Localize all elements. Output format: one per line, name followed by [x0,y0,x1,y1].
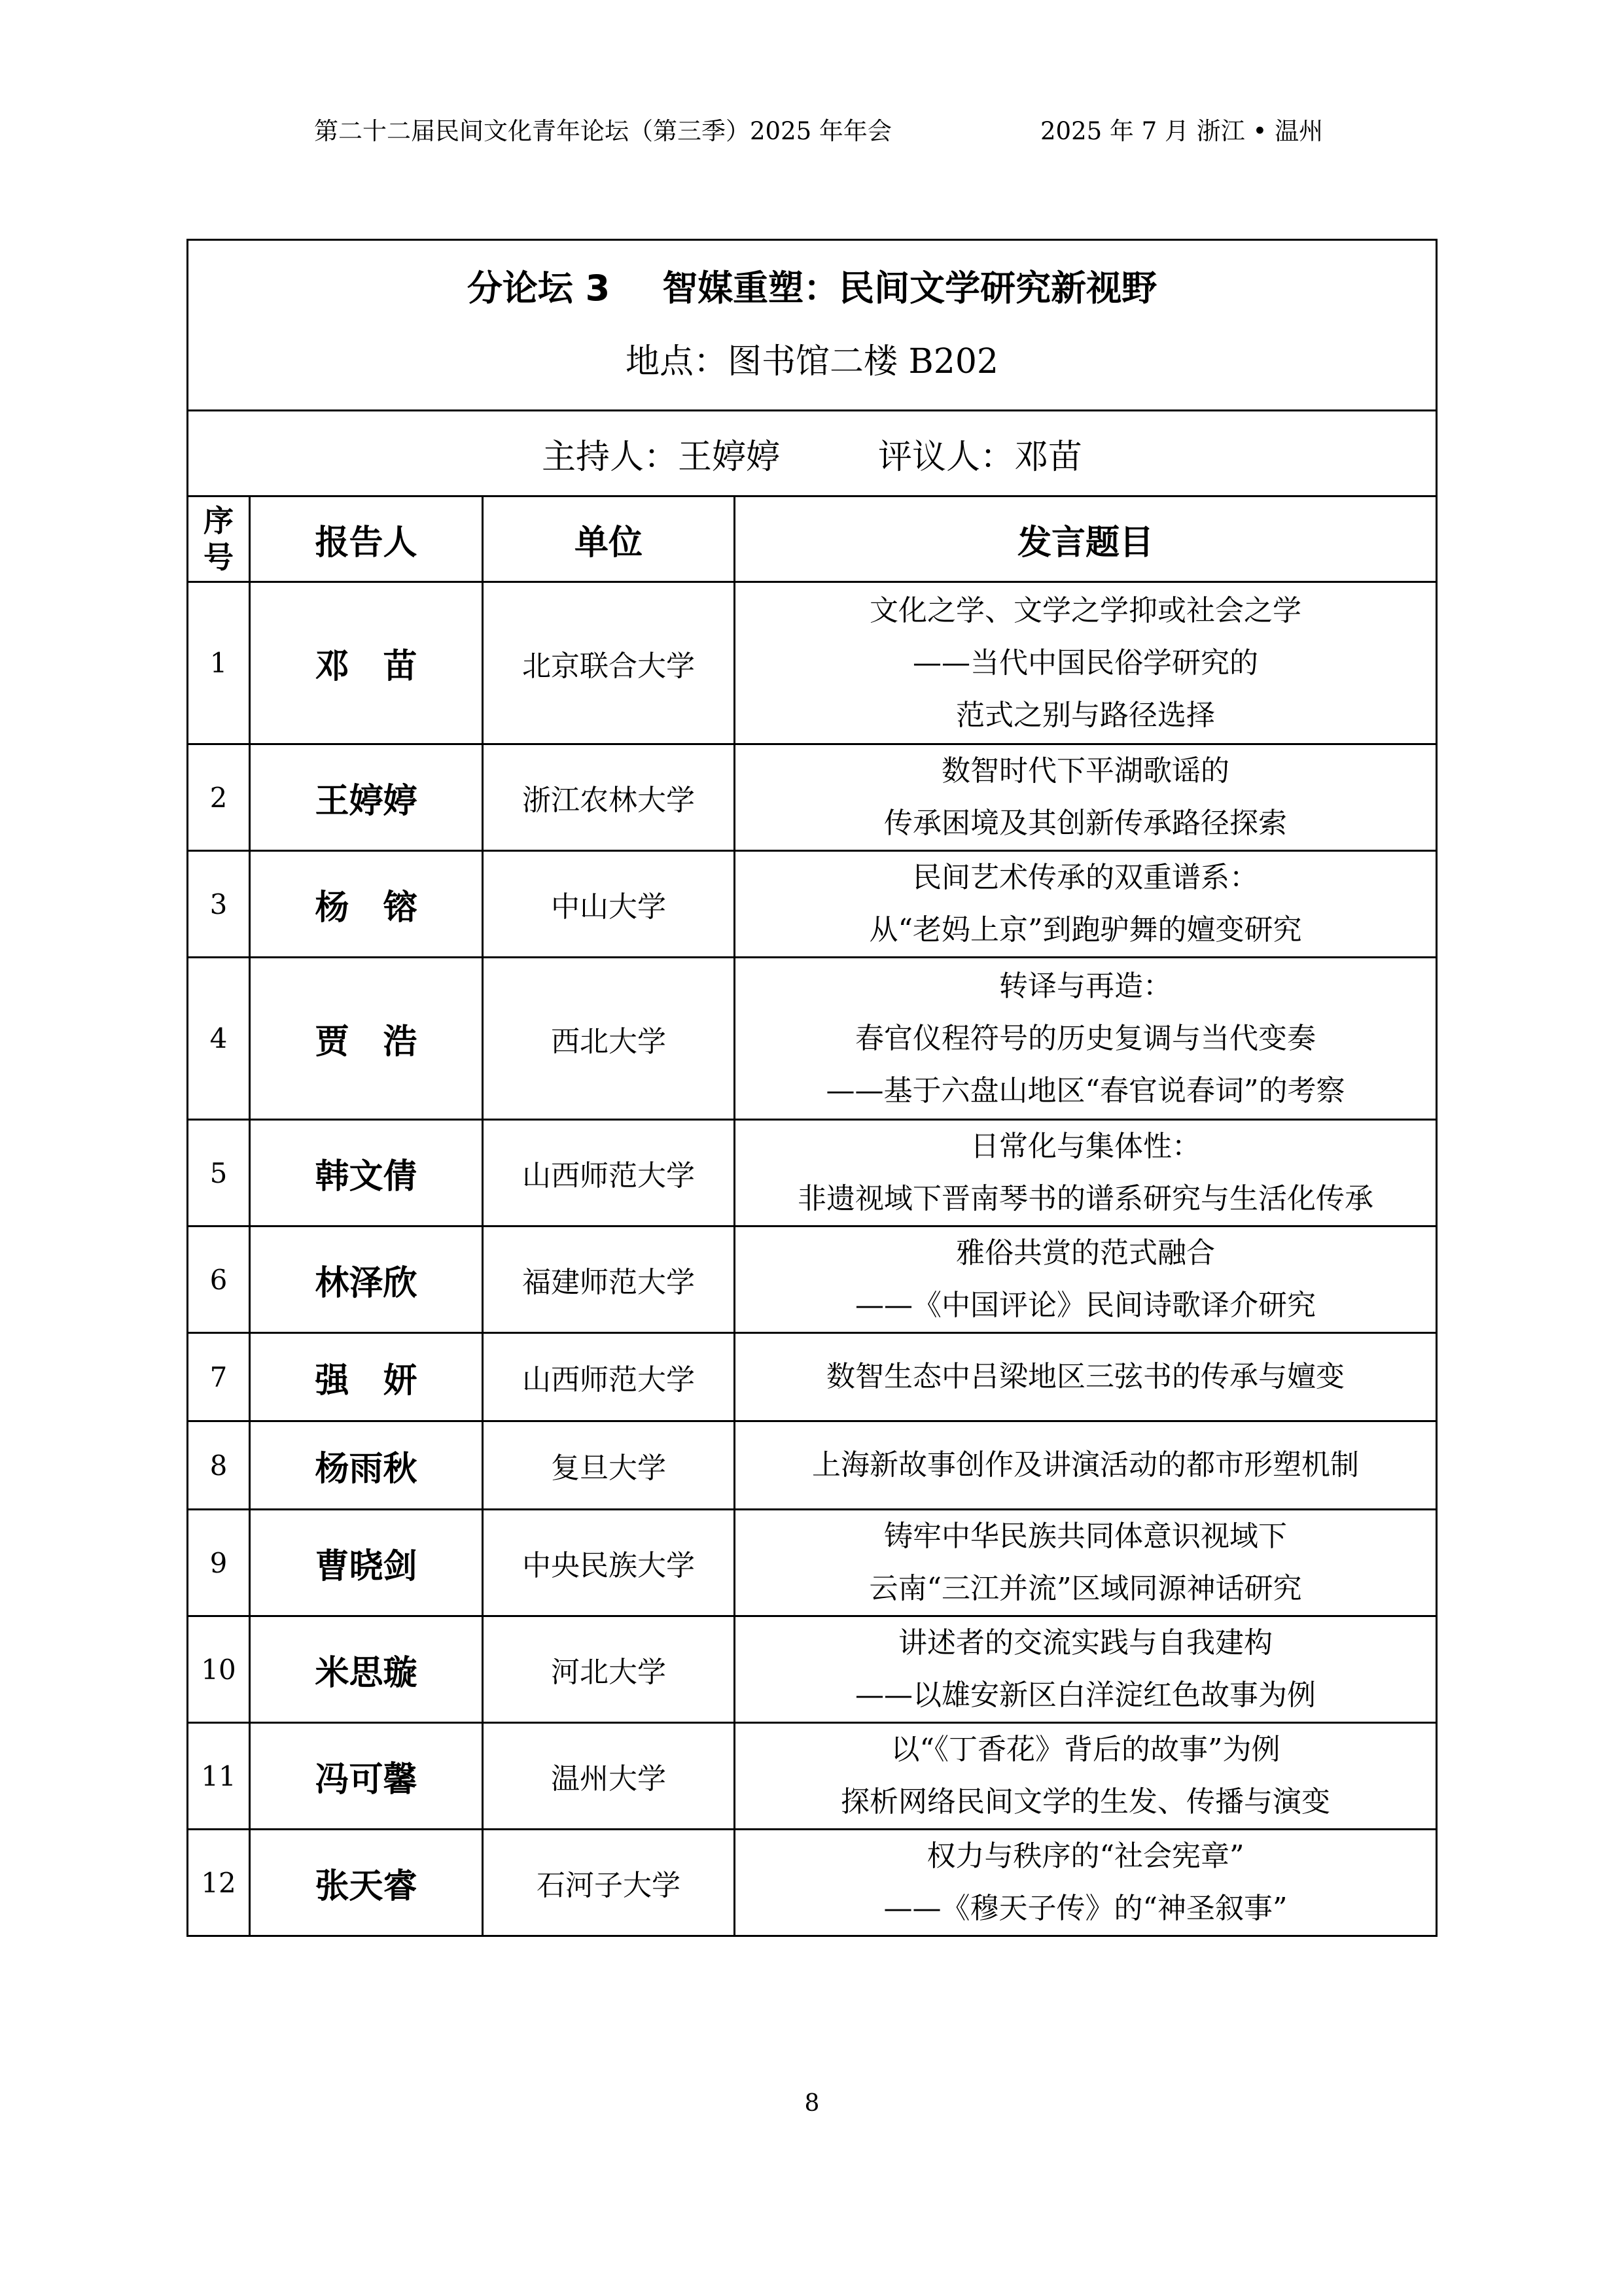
topic-line: 权力与秩序的“社会宪章” [927,1839,1244,1873]
speaker-unit: 福建师范大学 [483,1226,735,1333]
topic-line: 春官仪程符号的历史复调与当代变奏 [855,1021,1316,1055]
topic-line: ——以雄安新区白洋淀红色故事为例 [855,1679,1316,1712]
column-header-topic: 发言题目 [735,496,1437,582]
speaker-name: 米思璇 [250,1616,483,1723]
header-date-location: 2025 年 7 月 浙江 • 温州 [1040,117,1324,145]
talk-topic [735,582,1437,744]
table-row [188,1421,1437,1510]
column-header-row [188,496,1437,582]
speaker-name: 强 妍 [250,1333,483,1421]
row-number: 11 [188,1723,250,1830]
column-header-unit: 单位 [483,496,735,582]
talk-topic [735,1226,1437,1333]
topic-line: 数智生态中吕梁地区三弦书的传承与嬗变 [826,1360,1345,1393]
row-number: 6 [188,1226,250,1333]
talk-topic [735,1421,1437,1510]
speaker-name: 曹晓剑 [250,1510,483,1616]
reviewer-name: 评议人：邓苗 [878,437,1083,477]
row-number: 5 [188,1120,250,1226]
row-number: 7 [188,1333,250,1421]
topic-line: 非遗视域下晋南琴书的谱系研究与生活化传承 [798,1182,1373,1215]
table-row [188,958,1437,1120]
speaker-name: 韩文倩 [250,1120,483,1226]
speaker-unit: 北京联合大学 [483,582,735,744]
talk-topic [735,851,1437,958]
talk-topic [735,1333,1437,1421]
speaker-name: 杨 镕 [250,851,483,958]
speaker-unit: 温州大学 [483,1723,735,1830]
topic-line: ——《穆天子传》的“神圣叙事” [883,1892,1288,1925]
topic-line: 从“老妈上京”到跑驴舞的嬗变研究 [869,913,1302,947]
topic-line: 转译与再造： [999,969,1172,1003]
topic-line: 民间艺术传承的双重谱系： [913,861,1258,894]
row-number: 8 [188,1421,250,1510]
row-number: 1 [188,582,250,744]
topic-line: ——《中国评论》民间诗歌译介研究 [855,1289,1316,1322]
forum-location: 地点：图书馆二楼 B202 [626,342,998,382]
row-number: 12 [188,1830,250,1936]
topic-line: 范式之别与路径选择 [956,698,1215,732]
talk-topic [735,958,1437,1120]
table-row [188,1723,1437,1830]
talk-topic [735,1120,1437,1226]
topic-line: 上海新故事创作及讲演活动的都市形塑机制 [812,1448,1359,1482]
talk-topic [735,1510,1437,1616]
speaker-name: 冯可馨 [250,1723,483,1830]
row-number: 9 [188,1510,250,1616]
table-row [188,582,1437,744]
topic-line: 日常化与集体性： [970,1130,1201,1163]
speaker-name: 杨雨秋 [250,1421,483,1510]
talk-topic [735,1723,1437,1830]
topic-line: 探析网络民间文学的生发、传播与演变 [841,1785,1330,1818]
topic-line: 数智时代下平湖歌谣的 [942,754,1229,788]
table-row [188,1830,1437,1936]
topic-line: 讲述者的交流实践与自我建构 [898,1626,1273,1660]
table-row [188,1226,1437,1333]
table-row [188,1120,1437,1226]
speaker-name: 邓 苗 [250,582,483,744]
speaker-unit: 中央民族大学 [483,1510,735,1616]
column-header-no-bottom: 号 [203,540,234,575]
speaker-name: 王婷婷 [250,744,483,851]
table-row [188,744,1437,851]
host-name: 主持人：王婷婷 [541,437,780,477]
row-number: 3 [188,851,250,958]
topic-line: 文化之学、文学之学抑或社会之学 [870,593,1301,627]
speaker-unit: 石河子大学 [483,1830,735,1936]
forum-number: 分论坛 3 [467,268,610,309]
speaker-unit: 西北大学 [483,958,735,1120]
topic-line: 云南“三江并流”区域同源神话研究 [869,1572,1302,1605]
speaker-unit: 中山大学 [483,851,735,958]
speaker-name: 张天睿 [250,1830,483,1936]
table-row [188,1333,1437,1421]
forum-title-row [188,240,1437,411]
speaker-unit: 山西师范大学 [483,1120,735,1226]
table-row [188,1510,1437,1616]
speaker-unit: 山西师范大学 [483,1333,735,1421]
talk-topic [735,1616,1437,1723]
row-number: 10 [188,1616,250,1723]
speaker-unit: 河北大学 [483,1616,735,1723]
topic-line: 铸牢中华民族共同体意识视域下 [884,1520,1287,1553]
forum-title-cell [188,240,1437,411]
column-header-speaker: 报告人 [250,496,483,582]
table-row [188,851,1437,958]
talk-topic [735,744,1437,851]
speaker-name: 林泽欣 [250,1226,483,1333]
row-number: 2 [188,744,250,851]
topic-line: 以“《丁香花》背后的故事”为例 [891,1733,1280,1766]
topic-line: 雅俗共赏的范式融合 [956,1236,1215,1270]
table-row [188,1616,1437,1723]
host-row [188,411,1437,496]
page-header [0,111,1624,150]
forum-name: 智媒重塑：民间文学研究新视野 [662,268,1157,309]
speaker-unit: 复旦大学 [483,1421,735,1510]
topic-line: ——当代中国民俗学研究的 [913,646,1258,680]
forum-title [188,268,1436,310]
talk-topic [735,1830,1437,1936]
page-number: 8 [804,2090,820,2117]
schedule-table [186,239,1438,1937]
speaker-name: 贾 浩 [250,958,483,1120]
host-cell [188,411,1437,496]
speaker-unit: 浙江农林大学 [483,744,735,851]
topic-line: ——基于六盘山地区“春官说春词”的考察 [826,1073,1345,1107]
column-header-no-top: 序 [203,503,234,538]
column-header-no [188,496,250,582]
row-number: 4 [188,958,250,1120]
topic-line: 传承困境及其创新传承路径探索 [884,807,1287,840]
header-conference-title: 第二十二届民间文化青年论坛（第三季）2025 年年会 [314,117,892,145]
